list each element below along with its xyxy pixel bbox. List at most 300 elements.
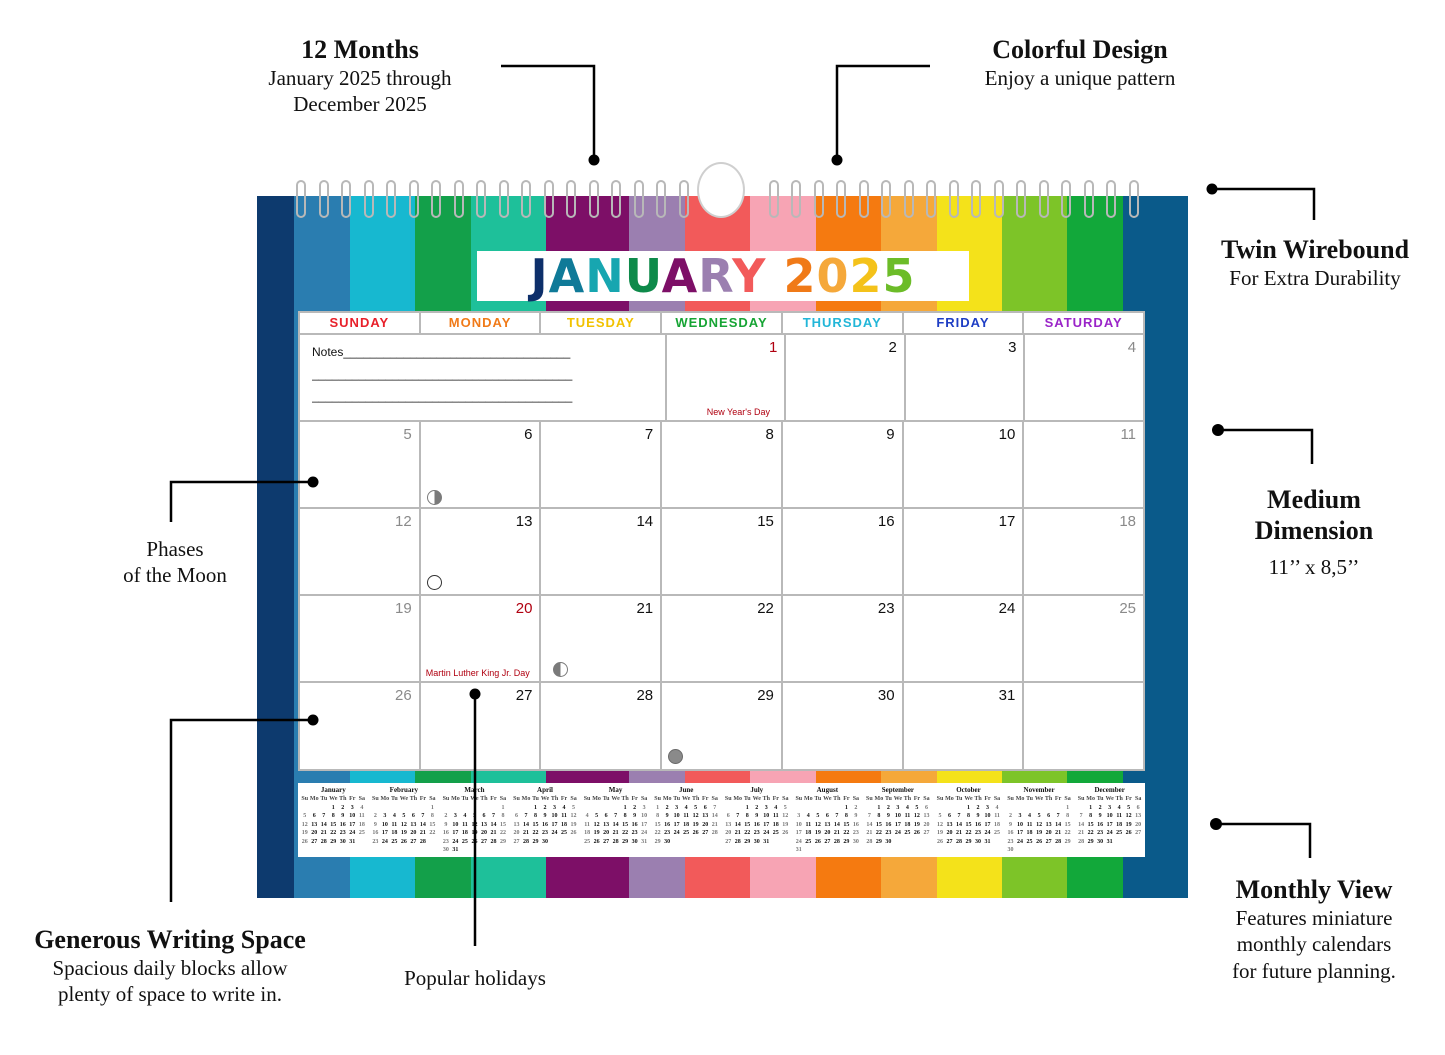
title-letter: Y — [732, 249, 767, 303]
mini-month-name: October — [956, 786, 981, 794]
wire-ring — [994, 180, 1004, 218]
mini-day: 30 — [852, 838, 859, 845]
mini-month-grid — [865, 795, 932, 846]
callout-text: Features miniature — [1235, 906, 1393, 931]
day-number: 2 — [888, 339, 897, 356]
mini-day: 24 — [894, 830, 901, 836]
mini-day: 14 — [833, 821, 840, 828]
mini-day: 29 — [965, 838, 972, 845]
title-letter: U — [624, 249, 662, 303]
mini-day: 14 — [320, 821, 327, 828]
mini-day: 15 — [499, 821, 506, 828]
mini-day: 21 — [419, 830, 426, 836]
callout-title: 12 Months — [301, 35, 419, 64]
mini-day: 4 — [774, 804, 778, 811]
mini-day: 13 — [311, 821, 318, 828]
mini-day: 27 — [702, 830, 709, 836]
mini-blank — [954, 804, 964, 813]
mini-blank — [601, 804, 611, 813]
mini-month-grid — [723, 795, 790, 846]
week-row — [300, 509, 1143, 596]
mini-month-name: November — [1023, 786, 1055, 794]
mini-day: 1 — [1066, 804, 1070, 811]
mini-day: 29 — [532, 838, 539, 845]
mini-blank — [300, 804, 310, 813]
week-row — [300, 683, 1143, 770]
wire-ring — [814, 180, 824, 218]
mini-day: 19 — [301, 830, 308, 836]
mini-day: 14 — [866, 821, 873, 828]
mini-day: 9 — [665, 813, 669, 819]
mini-day: 19 — [814, 830, 821, 836]
mini-day: 10 — [894, 813, 901, 819]
mini-day: 2 — [665, 804, 669, 811]
callout-title: Medium — [1267, 485, 1361, 514]
mini-day: 2 — [976, 804, 980, 811]
weekday-monday: MONDAY — [421, 313, 542, 333]
mini-blank — [470, 804, 480, 813]
mini-weekday: We — [611, 796, 620, 802]
day-cell — [421, 509, 542, 594]
mini-day: 25 — [683, 830, 690, 836]
day-number: 27 — [515, 687, 533, 704]
mini-day: 21 — [1055, 830, 1062, 836]
mini-blank — [512, 804, 522, 813]
day-cell — [662, 596, 783, 681]
mini-day: 5 — [303, 813, 307, 819]
mini-day: 10 — [551, 813, 558, 819]
mini-day: 14 — [955, 821, 962, 828]
mini-day: 7 — [1056, 813, 1060, 819]
wire-ring — [611, 180, 621, 218]
mini-day: 31 — [763, 838, 770, 845]
day-cell — [783, 596, 904, 681]
mini-weekday: Sa — [640, 796, 648, 802]
mini-weekday: Su — [513, 796, 520, 802]
mini-day: 11 — [358, 813, 365, 819]
mini-day: 20 — [725, 830, 732, 836]
mini-day: 23 — [885, 830, 892, 836]
mini-blank — [1025, 804, 1035, 813]
mini-day: 11 — [994, 813, 1000, 819]
mini-day: 4 — [585, 813, 589, 819]
mini-day: 14 — [522, 821, 529, 828]
mini-day: 6 — [514, 813, 518, 819]
mini-day: 18 — [683, 821, 690, 828]
mini-day: 25 — [805, 838, 812, 845]
mini-day: 29 — [622, 838, 629, 845]
mini-weekday: Tu — [1026, 796, 1033, 802]
mini-weekday: Mo — [803, 796, 813, 802]
title-letter: A — [661, 249, 699, 303]
notes-line: Notes__________________________________ — [312, 345, 571, 359]
mini-day: 12 — [301, 821, 308, 828]
mini-blank — [521, 804, 531, 813]
mini-day: 9 — [373, 821, 377, 828]
mini-day: 5 — [915, 804, 919, 811]
mini-day: 18 — [358, 821, 365, 828]
mini-weekday: Th — [762, 796, 770, 802]
mini-day: 14 — [490, 821, 497, 828]
mini-day: 21 — [320, 830, 327, 836]
mini-day: 22 — [965, 830, 972, 836]
day-number: 31 — [998, 687, 1016, 704]
mini-day: 22 — [875, 830, 882, 836]
moon-first-quarter-icon — [427, 490, 442, 505]
mini-weekday: We — [1105, 796, 1114, 802]
mini-calendar — [298, 783, 369, 857]
mini-day: 8 — [656, 813, 660, 819]
day-number: 13 — [515, 513, 533, 530]
mini-day: 29 — [1087, 838, 1094, 845]
wire-ring — [1129, 180, 1139, 218]
mini-day: 31 — [641, 838, 648, 845]
mini-calendar — [933, 783, 1004, 857]
mini-day: 16 — [753, 821, 760, 828]
wire-ring — [656, 180, 666, 218]
mini-day: 24 — [984, 830, 991, 836]
mini-day: 11 — [904, 813, 911, 819]
mini-weekday: Sa — [711, 796, 718, 802]
mini-month-grid — [300, 795, 367, 846]
mini-day: 30 — [542, 838, 549, 845]
weekday-thursday: THURSDAY — [783, 313, 904, 333]
mini-day: 17 — [984, 821, 991, 828]
mini-weekday: We — [329, 796, 338, 802]
mini-day: 21 — [711, 821, 718, 828]
mini-weekday: Sa — [499, 796, 507, 802]
mini-day: 29 — [330, 838, 337, 845]
day-cell — [300, 422, 421, 507]
mini-day: 12 — [593, 821, 600, 828]
wire-ring — [589, 180, 599, 218]
mini-day: 22 — [744, 830, 751, 836]
mini-blank — [1053, 804, 1063, 813]
day-number: 11 — [1120, 426, 1137, 443]
mini-day: 20 — [946, 830, 953, 836]
full-moon-icon — [427, 575, 442, 590]
callout-text: plenty of space to write in. — [58, 982, 282, 1007]
mini-day: 4 — [684, 804, 688, 811]
mini-day: 19 — [570, 821, 577, 828]
mini-day: 12 — [782, 813, 789, 819]
mini-day: 28 — [490, 838, 497, 845]
mini-day: 21 — [734, 830, 741, 836]
mini-day: 3 — [1108, 804, 1112, 811]
mini-day: 23 — [442, 838, 449, 845]
mini-day: 1 — [501, 804, 505, 811]
day-cell — [541, 422, 662, 507]
wire-ring — [1061, 180, 1071, 218]
mini-day: 23 — [753, 830, 760, 836]
mini-weekday: Mo — [1015, 796, 1025, 802]
callout-title: Colorful Design — [992, 35, 1168, 64]
mini-day: 20 — [410, 830, 417, 836]
mini-day: 3 — [553, 804, 557, 811]
mini-day: 19 — [400, 830, 407, 836]
callout-text: For Extra Durability — [1229, 266, 1401, 291]
wire-ring — [499, 180, 509, 218]
mini-day: 7 — [614, 813, 618, 819]
mini-weekday: Mo — [451, 796, 460, 802]
day-cell — [300, 509, 421, 594]
title-digit: 2 — [783, 249, 817, 303]
mini-day: 18 — [994, 821, 1001, 828]
day-number: 5 — [403, 426, 412, 443]
mini-day: 20 — [702, 821, 709, 828]
mini-day: 30 — [664, 838, 671, 845]
mini-day: 31 — [1106, 838, 1113, 845]
mini-blank — [1034, 804, 1044, 813]
wire-ring — [319, 180, 329, 218]
mini-day: 29 — [654, 838, 661, 845]
mini-day: 17 — [1017, 830, 1024, 836]
day-cell — [421, 683, 542, 770]
notes-line: _______________________________________ — [312, 389, 573, 403]
callout-text: Spacious daily blocks allow — [52, 956, 288, 981]
mini-day: 9 — [633, 813, 637, 819]
mini-day: 10 — [1017, 821, 1024, 828]
title-digit: 5 — [882, 249, 916, 303]
mini-day: 15 — [1087, 821, 1094, 828]
day-cell — [1024, 422, 1143, 507]
day-number: 23 — [877, 600, 895, 617]
mini-day: 25 — [1116, 830, 1123, 836]
mini-day: 19 — [782, 821, 789, 828]
callout-popular-holidays — [370, 965, 580, 991]
day-number: 18 — [1119, 513, 1137, 530]
wire-ring — [679, 180, 689, 218]
mini-day: 24 — [673, 830, 680, 836]
mini-day: 10 — [984, 813, 991, 819]
mini-day: 3 — [675, 804, 679, 811]
mini-day: 19 — [471, 830, 478, 836]
mini-blank — [479, 804, 489, 813]
day-cell — [421, 422, 542, 507]
mini-month-grid — [582, 795, 649, 846]
mini-blank — [390, 804, 400, 813]
wire-ring — [296, 180, 306, 218]
callout-text: Enjoy a unique pattern — [984, 66, 1176, 91]
mini-day: 4 — [562, 804, 566, 811]
mini-month-name: May — [608, 786, 623, 794]
mini-day: 31 — [349, 838, 356, 845]
moon-last-quarter-icon — [553, 662, 568, 677]
day-number: 29 — [757, 687, 774, 704]
mini-weekday: Th — [1044, 796, 1053, 802]
mini-day: 20 — [603, 830, 610, 836]
mini-day: 17 — [673, 821, 680, 828]
mini-day: 21 — [1078, 830, 1085, 836]
day-cell — [300, 683, 421, 770]
title-letter: A — [548, 249, 586, 303]
mini-day: 30 — [1097, 838, 1104, 845]
mini-weekday: Su — [936, 796, 944, 802]
mini-day: 12 — [471, 821, 478, 828]
mini-day: 7 — [421, 813, 425, 819]
title-digit: 0 — [816, 249, 850, 303]
mini-day: 29 — [499, 838, 506, 845]
mini-day: 11 — [683, 813, 689, 819]
weekday-header — [300, 313, 1143, 335]
mini-day: 12 — [913, 813, 920, 819]
mini-calendar — [1004, 783, 1075, 857]
mini-day: 22 — [843, 830, 850, 836]
mini-weekday: Fr — [1054, 796, 1062, 802]
mini-day: 11 — [561, 813, 567, 819]
mini-day: 28 — [734, 838, 741, 845]
mini-day: 27 — [603, 838, 610, 845]
mini-day: 5 — [402, 813, 406, 819]
mini-day: 7 — [835, 813, 839, 819]
mini-day: 9 — [854, 813, 858, 819]
day-cell — [667, 335, 787, 420]
mini-month-grid — [1076, 795, 1143, 846]
mini-day: 25 — [772, 830, 779, 836]
mini-weekday: Su — [795, 796, 803, 802]
mini-day: 5 — [472, 813, 476, 819]
day-cell — [1024, 509, 1143, 594]
wire-ring — [926, 180, 936, 218]
mini-weekday: Tu — [461, 796, 469, 802]
mini-day: 26 — [782, 830, 789, 836]
mini-day: 23 — [974, 830, 981, 836]
mini-calendar — [721, 783, 792, 857]
mini-day: 15 — [429, 821, 436, 828]
callout-medium-dimension — [1200, 484, 1428, 581]
mini-day: 10 — [795, 821, 802, 828]
mini-day: 23 — [1007, 838, 1014, 845]
mini-day: 16 — [339, 821, 346, 828]
mini-day: 24 — [1106, 830, 1113, 836]
mini-day: 7 — [322, 813, 326, 819]
mini-day: 24 — [1017, 838, 1024, 845]
mini-day: 7 — [867, 813, 871, 819]
callout-text: for future planning. — [1232, 958, 1396, 983]
mini-blank — [409, 804, 419, 813]
mini-weekday: Fr — [772, 796, 779, 802]
mini-weekday: Tu — [390, 796, 398, 802]
mini-day: 26 — [301, 838, 308, 845]
mini-day: 10 — [1106, 813, 1113, 819]
mini-day: 25 — [461, 838, 468, 845]
mini-weekday: Su — [1007, 796, 1014, 802]
mini-day: 7 — [1079, 813, 1083, 819]
mini-month-name: September — [881, 786, 915, 794]
mini-blank — [723, 804, 733, 813]
mini-day: 12 — [400, 821, 407, 828]
mini-day: 23 — [852, 830, 859, 836]
mini-day: 24 — [381, 838, 388, 845]
mini-weekday: Mo — [874, 796, 884, 802]
month-title — [477, 251, 969, 301]
mini-day: 22 — [1064, 830, 1071, 836]
day-number: 9 — [886, 426, 895, 443]
mini-weekday: Mo — [945, 796, 954, 802]
mini-day: 2 — [755, 804, 759, 811]
mini-day: 12 — [1036, 821, 1043, 828]
mini-day: 11 — [805, 821, 812, 828]
mini-weekday: Su — [654, 796, 661, 802]
mini-day: 20 — [513, 830, 520, 836]
mini-blank — [582, 804, 592, 813]
mini-day: 15 — [1064, 821, 1071, 828]
day-number: 7 — [644, 426, 654, 443]
mini-day: 27 — [923, 830, 930, 836]
mini-day: 9 — [543, 813, 547, 819]
day-cell — [783, 422, 904, 507]
day-number: 30 — [877, 687, 895, 704]
mini-day: 20 — [311, 830, 318, 836]
mini-calendar — [580, 783, 651, 857]
mini-weekday: We — [893, 796, 903, 802]
mini-day: 11 — [391, 821, 398, 828]
mini-day: 16 — [631, 821, 638, 828]
mini-day: 22 — [429, 830, 436, 836]
mini-day: 22 — [330, 830, 337, 836]
holiday-label: New Year's Day — [706, 407, 770, 417]
mini-month-name: July — [750, 786, 764, 794]
wire-ring — [634, 180, 644, 218]
mini-day: 26 — [593, 838, 600, 845]
mini-day: 8 — [501, 813, 505, 819]
mini-day: 29 — [875, 838, 882, 845]
wire-ring — [836, 180, 846, 218]
mini-weekday: Fr — [702, 796, 709, 802]
mini-day: 11 — [772, 813, 779, 819]
mini-weekday: Su — [866, 796, 873, 802]
mini-day: 26 — [1036, 838, 1043, 845]
callout-text: monthly calendars — [1236, 932, 1392, 957]
mini-day: 23 — [664, 830, 671, 836]
mini-blank — [451, 804, 461, 813]
mini-day: 6 — [924, 804, 928, 811]
mini-day: 19 — [936, 830, 943, 836]
mini-day: 20 — [480, 830, 487, 836]
mini-weekday: We — [399, 796, 409, 802]
mini-day: 2 — [633, 804, 637, 811]
wire-ring — [341, 180, 351, 218]
weekday-sunday: SUNDAY — [300, 313, 421, 333]
mini-day: 28 — [419, 838, 426, 845]
mini-day: 13 — [725, 821, 732, 828]
day-cell — [541, 509, 662, 594]
mini-day: 16 — [974, 821, 981, 828]
mini-weekday: Th — [974, 796, 982, 802]
mini-day: 13 — [824, 821, 831, 828]
mini-calendar — [792, 783, 863, 857]
day-cell — [662, 422, 783, 507]
day-number: 4 — [1127, 339, 1137, 356]
mini-day: 2 — [1009, 813, 1013, 819]
mini-day: 26 — [936, 838, 943, 845]
mini-weekday: Th — [1115, 796, 1123, 802]
callout-12-months — [240, 34, 480, 118]
mini-day: 18 — [772, 821, 779, 828]
mini-day: 17 — [795, 830, 802, 836]
mini-day: 21 — [833, 830, 840, 836]
mini-day: 13 — [1045, 821, 1052, 828]
mini-weekday: We — [964, 796, 973, 802]
mini-day: 17 — [381, 830, 388, 836]
mini-weekday: Su — [301, 796, 309, 802]
wire-ring — [904, 180, 914, 218]
mini-day: 4 — [392, 813, 396, 819]
mini-day: 22 — [499, 830, 506, 836]
mini-blank — [1076, 804, 1086, 813]
mini-day: 5 — [595, 813, 599, 819]
mini-day: 15 — [843, 821, 850, 828]
